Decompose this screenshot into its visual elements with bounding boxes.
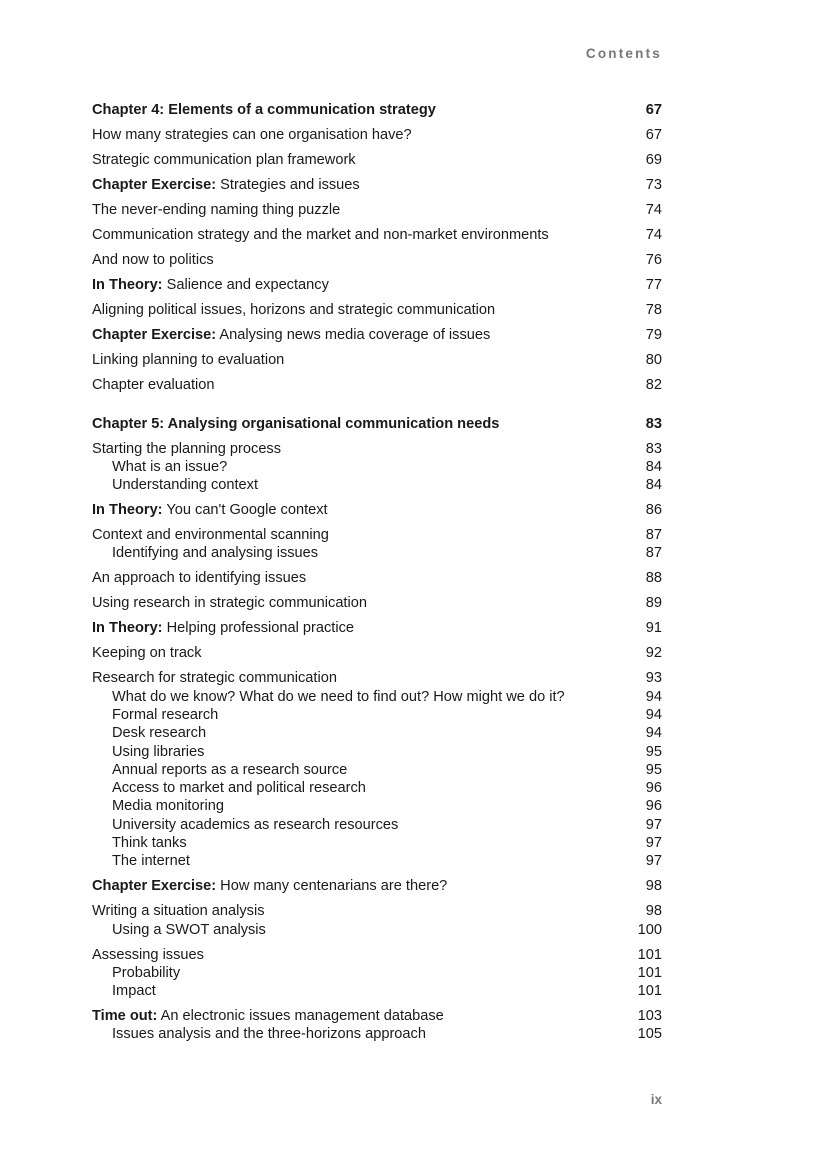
toc-entry-title [92,201,622,219]
toc-entry[interactable] [92,501,662,519]
toc-entry[interactable] [92,326,662,344]
toc-entry-text: What do we know? What do we need to find out? How might we do it? [112,688,565,705]
toc-entry-page: 74 [645,201,662,218]
toc-entry-text: How many strategies can one organisation have? [92,126,412,143]
toc-entry-page: 92 [645,645,662,662]
toc-entry-title [92,476,622,494]
toc-entry-text: Salience and expectancy [162,276,329,293]
toc-entry-page: 98 [645,878,662,895]
toc-entry-title [92,706,622,724]
toc-subentry[interactable] [92,816,662,834]
toc-entry-page: 89 [645,595,662,612]
toc-entry-page: 101 [637,946,662,963]
toc-entry-text: University academics as research resources [112,816,399,833]
toc-entry-title [92,779,622,797]
toc-entry-lead: Chapter Exercise: [92,176,217,193]
toc-entry-title [92,797,622,815]
toc-entry-lead: Chapter Exercise: [92,326,217,343]
toc-entry-title [92,964,622,982]
toc-entry[interactable] [92,669,662,687]
toc-entry-title [92,226,622,244]
toc-entry-title [92,1025,622,1043]
toc-entry[interactable] [92,351,662,369]
toc-subentry[interactable] [92,544,662,562]
toc-entry-text: Probability [112,964,181,981]
toc-subentry[interactable] [92,921,662,939]
toc-entry-title [92,1007,622,1025]
toc-entry-title [92,761,622,779]
toc-entry-title [92,619,622,637]
toc-entry-text: Chapter 4: Elements of a communication strategy [92,102,436,118]
toc-entry-title [92,326,622,344]
toc-entry-page: 67 [645,126,662,143]
toc-entry-page: 95 [645,743,662,760]
toc-entry-page: 101 [637,964,662,981]
toc-subentry[interactable] [92,982,662,1000]
toc-entry-text: Annual reports as a research source [112,761,348,778]
toc-entry-title [92,669,622,687]
toc-entry-text: Formal research [112,706,219,723]
toc-entry-page: 94 [645,688,662,705]
toc-entry-text: Aligning political issues, horizons and strategic communication [92,301,496,318]
toc-entry-title [92,594,622,612]
toc-entry-page: 91 [645,620,662,637]
toc-entry-text: Desk research [112,725,207,742]
toc-entry-lead: In Theory: [92,620,163,637]
toc-entry[interactable] [92,301,662,319]
toc-entry-page: 105 [637,1026,662,1043]
toc-entry-title [92,276,622,294]
toc-entry[interactable] [92,619,662,637]
toc-entry-page: 87 [645,527,662,544]
toc-entry[interactable] [92,644,662,662]
toc-entry-text: The internet [112,853,190,870]
toc-entry-title [92,544,622,562]
toc-entry-title [92,376,622,394]
toc-entry-lead: Time out: [92,1008,158,1025]
toc-entry[interactable] [92,946,662,964]
toc-entry-page: 83 [645,440,662,457]
toc-subentry[interactable] [92,743,662,761]
toc-entry-page: 79 [645,326,662,343]
toc-entry[interactable] [92,376,662,394]
toc-subentry[interactable] [92,724,662,742]
toc-entry-text: Media monitoring [112,798,224,815]
toc-entry-text: And now to politics [92,251,214,268]
toc-entry-text: Identifying and analysing issues [112,545,319,562]
toc-entry-page: 94 [645,725,662,742]
toc-entry-page: 93 [645,670,662,687]
toc-entry-text: Strategic communication plan framework [92,151,356,168]
toc-entry-page: 80 [645,351,662,368]
toc-entry-text: Communication strategy and the market and non-market environments [92,226,549,243]
toc-entry-text: Issues analysis and the three-horizons approach [112,1026,426,1043]
toc-entry-text: Access to market and political research [112,780,366,797]
toc-entry-text: Using research in strategic communication [92,595,367,612]
toc-entry-title [92,440,622,458]
toc-entry[interactable] [92,594,662,612]
toc-entry-text: Using a SWOT analysis [112,921,266,938]
toc-entry-text: Chapter evaluation [92,376,215,393]
toc-entry-text: Starting the planning process [92,440,282,457]
toc-entry-title [92,982,622,1000]
toc-entry-page: 74 [645,226,662,243]
toc-entry-title [92,351,622,369]
toc-entry-page: 84 [645,458,662,475]
running-head: Contents [585,46,662,61]
toc-entry-title [92,902,622,920]
toc-entry[interactable] [92,877,662,895]
toc-entry-text: What is an issue? [112,458,228,475]
toc-entry-text: An approach to identifying issues [92,570,307,587]
toc-entry-page: 77 [645,276,662,293]
toc-entry-lead: In Theory: [92,502,163,519]
toc-entry-page: 95 [645,761,662,778]
toc-subentry[interactable] [92,476,662,494]
toc-entry-page: 73 [645,176,662,193]
toc-entry[interactable] [92,526,662,544]
toc-entry[interactable] [92,251,662,269]
toc-entry-text: How many centenarians are there? [216,878,448,895]
toc-entry-page: 98 [645,903,662,920]
toc-chapter-entry[interactable] [92,415,662,433]
toc-entry-text: Analysing news media coverage of issues [216,326,491,343]
toc-entry-title [92,688,622,706]
toc-entry-lead: Chapter Exercise: [92,878,217,895]
toc-entry[interactable] [92,276,662,294]
toc-entry-text: Context and environmental scanning [92,527,329,544]
toc-entry-text: The never-ending naming thing puzzle [92,201,341,218]
toc-entry-page: 100 [637,921,662,938]
toc-entry-title [92,458,622,476]
toc-entry-title [92,569,622,587]
toc-entry[interactable] [92,902,662,920]
toc-entry-title [92,415,622,433]
toc-entry-page: 69 [645,151,662,168]
toc-entry-text: Understanding context [112,477,259,494]
toc-entry-page: 82 [645,376,662,393]
toc-entry-page: 87 [645,545,662,562]
toc-entry-page: 67 [645,102,662,118]
toc-entry-title [92,301,622,319]
toc-entry-text: Keeping on track [92,645,202,662]
toc-entry-title [92,743,622,761]
toc-entry-text: Impact [112,983,156,1000]
toc-entry-title [92,816,622,834]
toc-entry-title [92,877,622,895]
toc-entry-page: 88 [645,570,662,587]
toc-entry-page: 78 [645,301,662,318]
toc-entry-text: Using libraries [112,743,205,760]
toc-entry[interactable] [92,226,662,244]
toc-entry-title [92,101,622,119]
toc-entry[interactable] [92,440,662,458]
toc-entry-text: Research for strategic communication [92,670,337,687]
toc-subentry[interactable] [92,688,662,706]
toc-entry-title [92,852,622,870]
toc-entry[interactable] [92,201,662,219]
toc-entry-page: 103 [637,1008,662,1025]
toc-subentry[interactable] [92,706,662,724]
toc-entry-text: You can't Google context [162,502,328,519]
toc-subentry[interactable] [92,834,662,852]
toc-entry-title [92,946,622,964]
toc-entry-page: 97 [645,816,662,833]
toc-entry-text: Strategies and issues [216,176,360,193]
toc-entry-page: 83 [645,415,662,432]
toc-entry-text: Writing a situation analysis [92,903,265,920]
toc-entry-page: 84 [645,477,662,494]
toc-entry-title [92,724,622,742]
toc-entry[interactable] [92,151,662,169]
toc-entry-page: 96 [645,780,662,797]
toc-entry-title [92,526,622,544]
toc-subentry[interactable] [92,1025,662,1043]
toc-entry-title [92,644,622,662]
toc-entry[interactable] [92,176,662,194]
toc-subentry[interactable] [92,797,662,815]
toc-entry-text: Chapter 5: Analysing organisational communication needs [92,415,500,432]
toc-entry-page: 101 [637,983,662,1000]
toc-entry-page: 97 [645,853,662,870]
toc-entry-title [92,151,622,169]
toc-entry[interactable] [92,569,662,587]
toc-entry-text: Think tanks [112,835,187,852]
toc-entry-title [92,126,622,144]
toc-entry-title [92,176,622,194]
toc-entry-title [92,251,622,269]
toc-entry-lead: In Theory: [92,276,163,293]
toc-entry-page: 76 [645,251,662,268]
toc-entry-page: 94 [645,706,662,723]
toc-entry-page: 96 [645,798,662,815]
toc-entry-text: Linking planning to evaluation [92,351,285,368]
table-of-contents [92,101,662,1044]
toc-entry-text: An electronic issues management database [157,1008,444,1025]
toc-subentry[interactable] [92,779,662,797]
toc-chapter-entry[interactable] [92,101,662,119]
toc-entry[interactable] [92,126,662,144]
toc-entry-page: 86 [645,502,662,519]
toc-entry-text: Helping professional practice [162,620,354,637]
toc-entry-title [92,501,622,519]
page-number: ix [650,1092,662,1107]
toc-subentry[interactable] [92,964,662,982]
toc-subentry[interactable] [92,852,662,870]
toc-entry[interactable] [92,1007,662,1025]
toc-subentry[interactable] [92,761,662,779]
toc-entry-title [92,921,622,939]
toc-subentry[interactable] [92,458,662,476]
toc-entry-page: 97 [645,835,662,852]
toc-entry-title [92,834,622,852]
toc-entry-text: Assessing issues [92,946,204,963]
